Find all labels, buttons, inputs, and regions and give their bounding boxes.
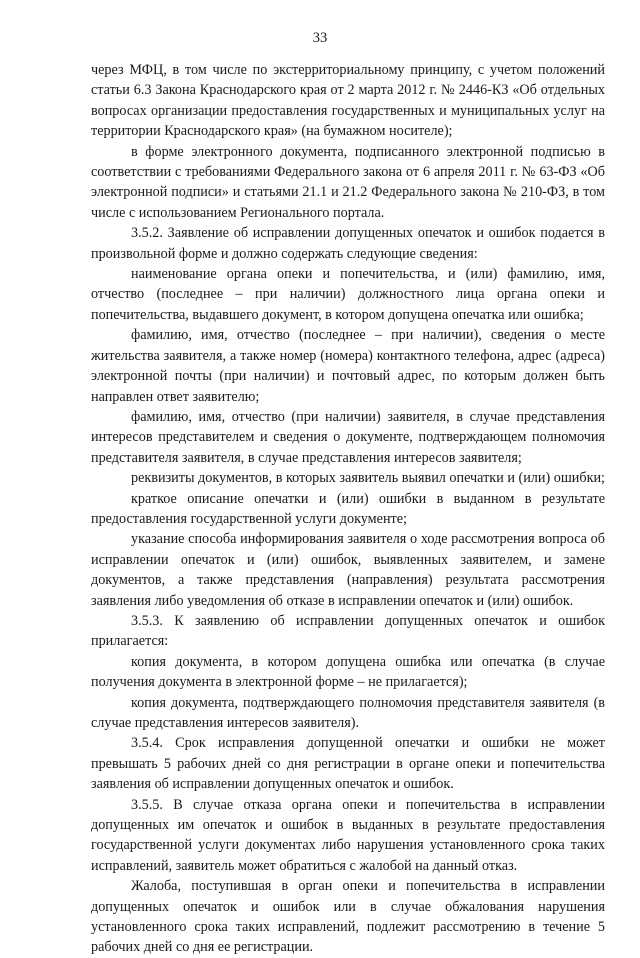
paragraph-mfc-submission: через МФЦ, в том числе по экстерриториальному принципу, с учетом положений статьи 6.3 Закона Краснодарского края от 2 марта 2012 г. № 2446-КЗ «Об отдельных вопросах организации предоставления государственных и муниципальных услуг на территории Краснодарского края» (на бумажном носителе); bbox=[91, 62, 605, 140]
paragraph-3-5-4: 3.5.4. Срок исправления допущенной опечатки и ошибки не может превышать 5 рабочих дней со дня регистрации в органе опеки и попечительства заявления об исправлении допущенных опечаток и ошибок. bbox=[91, 735, 605, 793]
page-number: 33 bbox=[312, 30, 328, 46]
paragraph-document-copy: копия документа, в котором допущена ошибка или опечатка (в случае получения документа в электронной форме – не прилагается); bbox=[91, 653, 605, 691]
paragraph-authority-copy: копия документа, подтверждающего полномочия представителя заявителя (в случае представления интересов заявителя). bbox=[91, 694, 605, 731]
paragraph-complaint: Жалоба, поступившая в орган опеки и попечительства в исправлении допущенных опечаток и ошибок или в случае обжалования нарушения установленного срока таких исправлений, подлежит рассмотрению в течение 5 рабочих дней со дня ее регистрации. bbox=[91, 878, 605, 956]
paragraph-applicant-info: фамилию, имя, отчество (последнее – при наличии), сведения о месте жительства заявителя, а также номер (номера) контактного телефона, адрес (адреса) электронной почты (при наличии) и почтовый адрес, по которым должен быть направлен ответ заявителю; bbox=[91, 327, 605, 405]
paragraph-3-5-2: 3.5.2. Заявление об исправлении допущенных опечаток и ошибок подается в произвольной форме и должно содержать следующие сведения: bbox=[91, 225, 605, 262]
paragraph-electronic-form: в форме электронного документа, подписанного электронной подписью в соответствии с требованиями Федерального закона от 6 апреля 2011 г. № 63-ФЗ «Об электронной подписи» и статьями 21.1 и 21.2 Федерального закона № 210-ФЗ, в том числе с использованием Регионального портала. bbox=[91, 143, 605, 221]
paragraph-document-details: реквизиты документов, в которых заявитель выявил опечатки и (или) ошибки; bbox=[131, 470, 605, 487]
paragraph-3-5-3: 3.5.3. К заявлению об исправлении допущенных опечаток и ошибок прилагается: bbox=[91, 612, 605, 650]
document-body bbox=[91, 60, 605, 958]
paragraph-error-description: краткое описание опечатки и (или) ошибки в выданном в результате предоставления государственной услуги документе; bbox=[91, 490, 605, 527]
paragraph-3-5-5: 3.5.5. В случае отказа органа опеки и попечительства в исправлении допущенных им опечаток и ошибок в выданных в результате предоставления государственной услуги документах либо нарушения установленного срока таких исправлений, заявитель может обратиться с жалобой на данный отказ. bbox=[91, 796, 605, 874]
paragraph-notification-method: указание способа информирования заявителя о ходе рассмотрения вопроса об исправлении опечаток и (или) ошибок, выявленных заявителем, и замене документов, а также представления (направления) результата рассмотрения заявления либо уведомления об отказе в исправлении опечаток и (или) ошибок. bbox=[91, 531, 605, 609]
paragraph-representative-info: фамилию, имя, отчество (при наличии) заявителя, в случае представления интересов представителем и сведения о документе, подтверждающем полномочия представителя заявителя, в случае представления интересов заявителя; bbox=[91, 408, 605, 466]
paragraph-authority-name: наименование органа опеки и попечительства, и (или) фамилию, имя, отчество (последнее – при наличии) должностного лица органа опеки и попечительства, выдавшего документ, в котором допущена опечатка или ошибка; bbox=[91, 266, 605, 323]
